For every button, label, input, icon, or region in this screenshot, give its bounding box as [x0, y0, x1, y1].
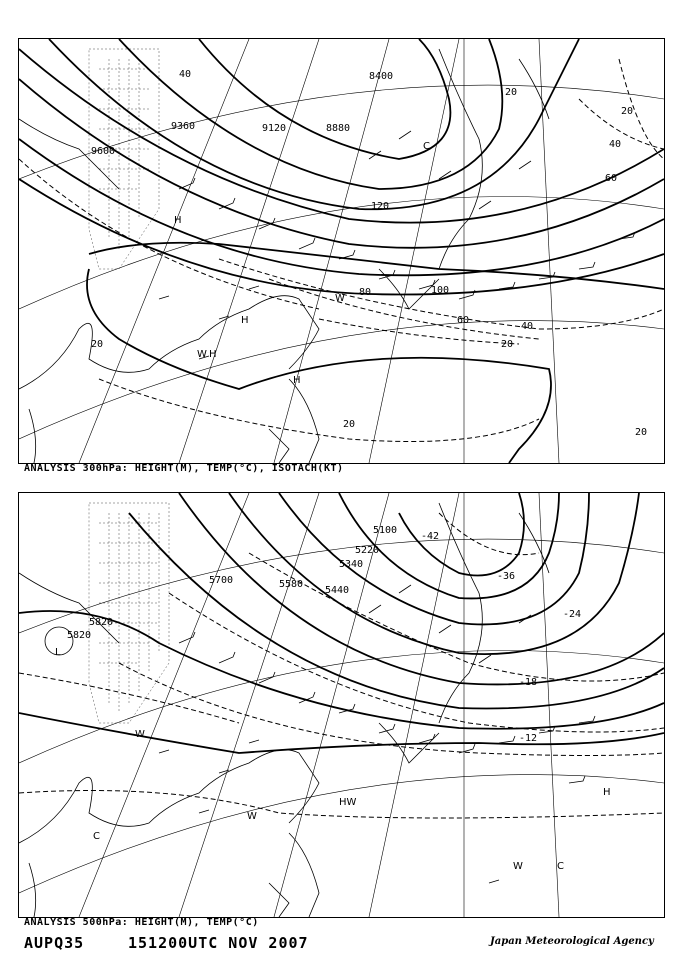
graticule: [19, 493, 664, 917]
pressure-center: W: [513, 861, 523, 872]
temp-label: -36: [497, 571, 516, 582]
map-300hpa: [19, 39, 664, 463]
isotach-label: 20: [91, 339, 104, 350]
map-500hpa: [19, 493, 664, 917]
temp-label: -42: [421, 531, 440, 542]
pressure-center: L: [55, 647, 61, 658]
isotach-label: 20: [635, 427, 648, 438]
chart-300hpa: [18, 38, 665, 464]
height-label: 9120: [262, 123, 287, 134]
height-label: 5820: [89, 617, 114, 628]
temp-label: -18: [519, 677, 538, 688]
isotach-label: 20: [621, 106, 634, 117]
height-label: 5580: [279, 579, 304, 590]
height-label: 5100: [373, 525, 398, 536]
isotach-contours: [19, 59, 664, 442]
isotach-label: 20: [505, 87, 518, 98]
pressure-center: H: [174, 215, 182, 226]
pressure-center: C: [423, 141, 430, 152]
temp-label: -12: [519, 733, 538, 744]
isotach-label: 20: [343, 419, 356, 430]
pressure-center: W: [247, 811, 257, 822]
agency-name: Japan Meteorological Agency: [490, 936, 654, 947]
chart-datetime: 151200UTC NOV 2007: [128, 934, 309, 952]
isotach-label: 20: [501, 339, 514, 350]
pressure-center: H: [241, 315, 249, 326]
pressure-center: H: [603, 787, 611, 798]
isotach-label: 60: [605, 173, 618, 184]
height-contours: [19, 39, 664, 463]
pressure-center: HW: [339, 797, 357, 808]
height-label: 9360: [171, 121, 196, 132]
height-label: 5820: [67, 630, 92, 641]
height-label: 5340: [339, 559, 364, 570]
chart-code: AUPQ35: [24, 934, 85, 952]
isotach-label: 40: [609, 139, 622, 150]
pressure-center: W: [197, 349, 207, 360]
caption-500hpa: ANALYSIS 500hPa: HEIGHT(M), TEMP(°C): [24, 917, 259, 928]
pressure-center: H: [209, 349, 217, 360]
coastlines: [19, 503, 549, 917]
isotach-label: 100: [431, 285, 450, 296]
isotach-label: 80: [359, 287, 372, 298]
height-label: 8880: [326, 123, 351, 134]
height-label: 9600: [91, 146, 116, 157]
height-label: 5440: [325, 585, 350, 596]
isotach-label: 60: [457, 315, 470, 326]
isotach-label: 40: [179, 69, 192, 80]
pressure-center: H: [293, 375, 301, 386]
pressure-center: W: [335, 293, 345, 304]
chart-500hpa: [18, 492, 665, 918]
pressure-center: C: [93, 831, 100, 842]
temp-label: -24: [563, 609, 582, 620]
pressure-center: W: [135, 729, 145, 740]
coastline-hatch: [89, 503, 169, 723]
height-label: 8400: [369, 71, 394, 82]
isotach-label: 120: [371, 201, 390, 212]
isotach-label: 40: [521, 321, 534, 332]
height-label: 5220: [355, 545, 380, 556]
caption-300hpa: ANALYSIS 300hPa: HEIGHT(M), TEMP(°C), ISOTACH(KT): [24, 463, 344, 474]
pressure-center: C: [557, 861, 564, 872]
height-label: 5700: [209, 575, 234, 586]
